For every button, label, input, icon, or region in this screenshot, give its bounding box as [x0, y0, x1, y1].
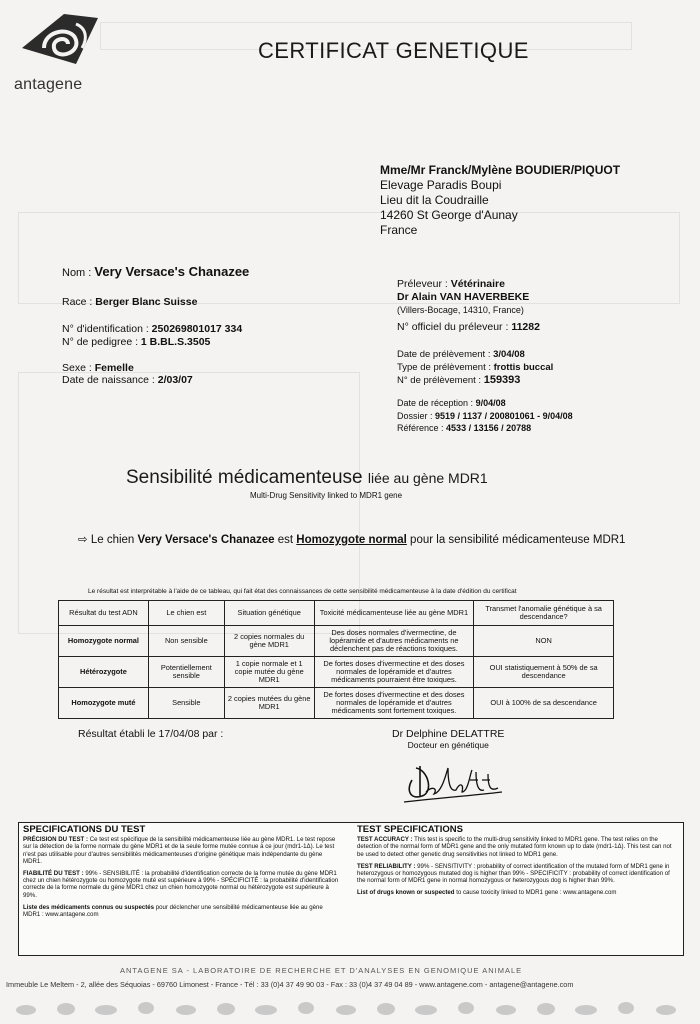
- owner-address: [380, 163, 620, 238]
- sex-label: Sexe :: [62, 362, 92, 374]
- official-label: N° officiel du préleveur :: [397, 321, 509, 333]
- spec-paragraph: [357, 863, 675, 885]
- pedigree-row: [62, 336, 210, 348]
- birth-row: [62, 374, 193, 386]
- animal-silhouettes-icon: [6, 996, 694, 1018]
- pedigree-label: N° de pedigree :: [62, 336, 138, 348]
- document-title: CERTIFICAT GENETIQUE: [258, 38, 529, 63]
- spec-text: This test is specific to the multi-drug sensitivity linked to MDR1 gene. The test relies on the detection of the normal form of MDR1 gene and the only mutated form known up to date (mdr1-1Δ). This test can not be used to detect other genetic drug sensitivities not linked to MDR1 gene.: [357, 836, 672, 858]
- spec-paragraph: [23, 904, 341, 918]
- spec-lead: List of drugs known or suspected: [357, 889, 455, 897]
- pedigree-value: 1 B.BL.S.3505: [140, 336, 211, 348]
- sampler-row: [397, 278, 505, 290]
- spec-lead: FIABILITÉ DU TEST :: [23, 870, 84, 878]
- spec-lead: TEST RELIABILITY :: [357, 862, 416, 870]
- spec-lead: Liste des médicaments connus ou suspectés: [23, 903, 155, 911]
- table-row: [59, 657, 614, 688]
- dossier-value: 9519 / 1137 / 200801061 - 9/04/08: [435, 411, 573, 421]
- sample-num-value: 159393: [483, 374, 521, 386]
- specifications-box: [18, 822, 684, 956]
- owner-line: 14260 St George d'Aunay: [380, 208, 518, 222]
- table-cell: Sensible: [148, 688, 224, 719]
- dossier-row: [397, 411, 573, 421]
- conclusion-suffix: pour la sensibilité médicamenteuse MDR1: [410, 534, 626, 546]
- conclusion-statement: [78, 532, 658, 548]
- sample-date-row: [397, 349, 525, 360]
- signer-name: Dr Delphine DELATTRE: [392, 728, 505, 740]
- sampler-name: Dr Alain VAN HAVERBEKE: [397, 291, 530, 303]
- table-header: Transmet l'anomalie génétique à sa descendance?: [474, 601, 614, 626]
- owner-line: Lieu dit la Coudraille: [380, 193, 489, 207]
- table-cell: Homozygote muté: [59, 688, 149, 719]
- table-cell: Homozygote normal: [59, 626, 149, 657]
- conclusion-prefix: Le chien: [90, 534, 135, 546]
- sampler-address: (Villers-Bocage, 14310, France): [397, 305, 524, 315]
- sample-date-value: 3/04/08: [493, 349, 525, 360]
- id-value: 250269801017 334: [151, 323, 243, 335]
- section-title-gene: liée au gène MDR1: [367, 470, 488, 486]
- table-cell: De fortes doses d'ivermectine et des doses normales de lopéramide et d'autres médicaments sont fortement toxiques.: [314, 688, 474, 719]
- spec-text: 99% - SENSITIVITY : probability of correct identification of the mutated form of MDR1 gene in heterozygous or homozygous mutated dog is higher than 99% - SPECIFICITY : probability of correct identification of the normal form of MDR1 gene in normal homozygous or heterozygous dog is higher than 99%.: [357, 862, 670, 885]
- table-cell: Potentiellement sensible: [148, 657, 224, 688]
- section-title-main: Sensibilité médicamenteuse: [126, 467, 363, 488]
- table-row: [59, 626, 614, 657]
- reception-value: 9/04/08: [475, 398, 506, 408]
- section-title: [126, 467, 488, 489]
- birth-label: Date de naissance :: [62, 374, 155, 386]
- sample-type-value: frottis buccal: [493, 362, 554, 373]
- conclusion-mid: est: [277, 534, 294, 546]
- footer-address: Immeuble Le Meltem - 2, allée des Séquoias - 69760 Limonest - France - Tél : 33 (0)4 37 49 90 03 - Fax : 33 (0)4 37 49 04 89 - www.antagene.com - antagene@antagene.com: [6, 980, 574, 989]
- spec-text: 99% - SENSIBILITÉ : la probabilité d'identification correcte de la forme mutée du gène MDR1 chez un chien hétérozygote ou homozygote muté est supérieure à 99% - SPÉCIFICITÉ : la probabilité d'identification correcte de la forme normale du gène MDR1 chez un chien homozygote normal ou hétérozygote est supérieure à 99%.: [23, 870, 339, 899]
- section-subtitle: Multi-Drug Sensitivity linked to MDR1 gene: [250, 491, 403, 500]
- owner-name: Mme/Mr Franck/Mylène BOUDIER/PIQUOT: [380, 163, 621, 177]
- sample-num-row: [397, 374, 520, 386]
- table-row: [59, 688, 614, 719]
- spec-french-title: SPECIFICATIONS DU TEST: [23, 824, 146, 835]
- reference-label: Référence :: [397, 423, 444, 433]
- signer-title: Docteur en génétique: [407, 740, 489, 750]
- conclusion-dog: Very Versace's Chanazee: [137, 534, 275, 546]
- dog-name-value: Very Versace's Chanazee: [94, 264, 250, 279]
- table-header: Résultat du test ADN: [59, 601, 149, 626]
- breed-row: [62, 296, 197, 308]
- table-cell: NON: [474, 626, 614, 657]
- spec-text: to cause toxicity linked to MDR1 gene : www.antagene.com: [456, 889, 617, 897]
- conclusion-result: Homozygote normal: [296, 534, 407, 546]
- logo-mark-icon: [14, 8, 106, 76]
- reference-row: [397, 423, 531, 433]
- brand-name: antagene: [14, 76, 83, 93]
- reference-value: 4533 / 13156 / 20788: [446, 423, 532, 433]
- spec-text: Ce test est spécifique de la sensibilité médicamenteuse liée au gène MDR1. Le test repose sur la détection de la forme normale du gène MDR1 et de la seule forme mutée connue à ce jour (mdr1-1Δ). Le test n'est pas utilisable pour d'autres sensibilités médicamenteuses d'origine génétique mais indépendante du gène MDR1.: [23, 836, 336, 865]
- table-cell: Des doses normales d'ivermectine, de lopéramide et d'autres médicaments ne déclenchent pas de réactions toxiques.: [314, 626, 474, 657]
- sample-num-label: N° de prélèvement :: [397, 375, 482, 386]
- reception-label: Date de réception :: [397, 398, 474, 408]
- official-row: [397, 321, 540, 333]
- antagene-logo: [14, 8, 106, 98]
- spec-english: [357, 826, 675, 902]
- table-cell: 2 copies normales du gène MDR1: [224, 626, 314, 657]
- spec-french: [23, 826, 341, 923]
- result-date: Résultat établi le 17/04/08 par :: [78, 728, 224, 740]
- spec-english-title: TEST SPECIFICATIONS: [357, 824, 463, 835]
- spec-lead: TEST ACCURACY :: [357, 836, 413, 844]
- interpretation-table: [58, 600, 614, 719]
- table-header: Le chien est: [148, 601, 224, 626]
- sex-value: Femelle: [94, 362, 134, 374]
- spec-paragraph: [23, 870, 341, 899]
- signer-block: [392, 728, 504, 750]
- id-row: [62, 323, 242, 335]
- sampler-value: Vétérinaire: [450, 278, 505, 290]
- dog-name-label: Nom :: [62, 267, 92, 279]
- spec-lead: PRÉCISION DU TEST :: [23, 836, 89, 844]
- table-cell: OUI à 100% de sa descendance: [474, 688, 614, 719]
- table-cell: 1 copie normale et 1 copie mutée du gène MDR1: [224, 657, 314, 688]
- birth-value: 2/03/07: [157, 374, 193, 386]
- table-cell: OUI statistiquement à 50% de sa descendance: [474, 657, 614, 688]
- table-cell: Hétérozygote: [59, 657, 149, 688]
- dog-name-row: [62, 264, 249, 279]
- sample-type-row: [397, 362, 553, 373]
- table-cell: 2 copies mutées du gène MDR1: [224, 688, 314, 719]
- reception-row: [397, 398, 506, 408]
- sex-row: [62, 362, 134, 374]
- spec-paragraph: [23, 836, 341, 865]
- arrow-icon: ⇨: [78, 534, 88, 546]
- sample-type-label: Type de prélèvement :: [397, 362, 491, 373]
- table-header: Toxicité médicamenteuse liée au gène MDR1: [314, 601, 474, 626]
- spec-paragraph: [357, 836, 675, 858]
- official-value: 11282: [511, 321, 540, 333]
- owner-line: Elevage Paradis Boupi: [380, 178, 502, 192]
- table-header-row: [59, 601, 614, 626]
- owner-line: France: [380, 223, 418, 237]
- table-header: Situation génétique: [224, 601, 314, 626]
- id-label: N° d'identification :: [62, 323, 149, 335]
- table-cell: Non sensible: [148, 626, 224, 657]
- table-note: Le résultat est interprétable à l'aide de ce tableau, qui fait état des connaissances de cette sensibilité médicamenteuse à la date d'édition du certificat: [88, 588, 517, 595]
- spec-paragraph: [357, 889, 675, 896]
- sample-date-label: Date de prélèvement :: [397, 349, 491, 360]
- sampler-label: Préleveur :: [397, 278, 448, 290]
- breed-label: Race :: [62, 296, 93, 308]
- footer-company: ANTAGENE SA - LABORATOIRE DE RECHERCHE ET D'ANALYSES EN GENOMIQUE ANIMALE: [120, 966, 523, 975]
- spec-text: pour déclencher une sensibilité médicamenteuse liée au gène MDR1 : www.antagene.com: [23, 903, 323, 919]
- dossier-label: Dossier :: [397, 411, 433, 421]
- handwritten-signature-icon: [398, 752, 508, 807]
- table-cell: De fortes doses d'ivermectine et des doses normales de lopéramide et d'autres médicaments pourraient être toxiques.: [314, 657, 474, 688]
- breed-value: Berger Blanc Suisse: [95, 296, 198, 308]
